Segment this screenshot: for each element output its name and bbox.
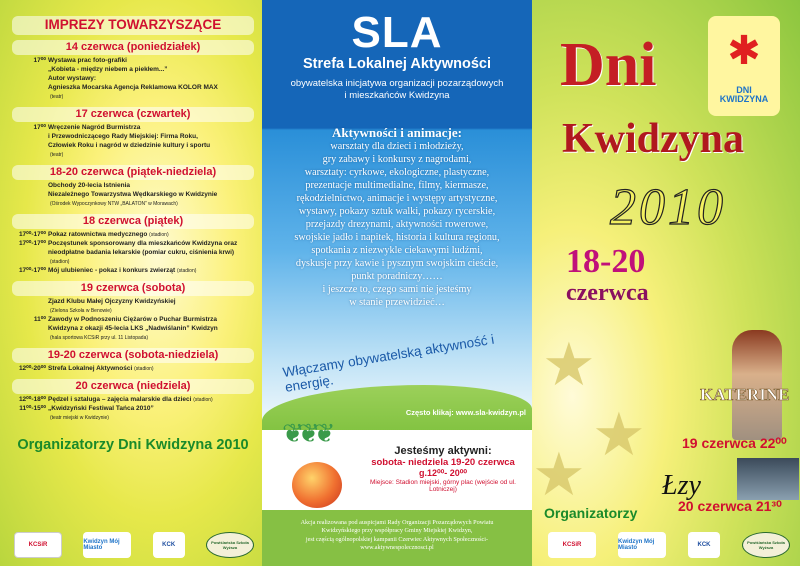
star-icon: ★ [532, 441, 586, 508]
event-location: (Zielona Szkoła w Benowie) [50, 307, 112, 314]
event-text-wrap [48, 316, 254, 325]
event-text-wrap [48, 191, 254, 200]
activity-item: gry zabawy i konkursy z nagrodami, [322, 154, 472, 166]
event-line [12, 240, 254, 249]
title-dni: Dni [560, 31, 657, 99]
activity-item: spotkania z niezwykle ciekawymi ludźmi, [311, 244, 483, 256]
event-text: Zawody w Podnoszeniu Ciężarów o Puchar Burmistrza [48, 315, 218, 323]
event-line [12, 124, 254, 133]
event-text-wrap [48, 365, 254, 374]
event-location: (hala sportowa KCSiR przy ul. 11 Listopada) [50, 334, 149, 341]
activity-item: swojskie jadło i napitek, historia i kultura regionu, [294, 231, 500, 243]
star-icon: ★ [542, 331, 596, 398]
event-line [12, 298, 254, 307]
festival-month: czerwca [566, 280, 649, 306]
event-line [12, 57, 254, 66]
event-location: (stadion) [50, 258, 70, 265]
event-location-row [12, 258, 254, 267]
event-text: Mój ulubieniec - pokaz i konkurs zwierząt [48, 266, 176, 274]
event-text-wrap [48, 75, 254, 84]
day-heading: 19 czerwca (sobota) [12, 281, 254, 296]
event-text-wrap [48, 133, 254, 142]
band-photo [737, 458, 799, 500]
sla-title: SLA [351, 8, 443, 57]
event-text-wrap [48, 84, 254, 93]
event-location-row [12, 334, 254, 343]
event-text-wrap [48, 182, 254, 191]
star-icon: ★ [592, 401, 646, 468]
event-location: (Ośrodek Wypoczynkowy NTW „BALATON” w Morawach) [50, 200, 178, 207]
event-text: Wystawa prac foto-grafiki [48, 56, 127, 64]
logo-kwidzyn: Kwidzyn Mój Miasto [83, 532, 131, 558]
active-hours: g.12⁰⁰- 20⁰⁰ [419, 468, 467, 478]
event-location: (stadion) [176, 267, 197, 274]
day-heading: 17 czerwca (czwartek) [12, 107, 254, 122]
events-schedule [0, 0, 262, 455]
event-line [12, 142, 254, 151]
event-time: 12⁰⁰-20⁰⁰ [18, 364, 46, 372]
activity-item: przejazdy drezynami, aktywności rowerowe, [305, 218, 489, 230]
active-info [358, 445, 528, 493]
event-line [12, 182, 254, 191]
event-time [12, 191, 48, 200]
logo-kck: KCK [688, 532, 720, 558]
logo-psw: Powiślańska Szkoła Wyższa [206, 532, 254, 558]
event-text: Człowiek Roku i nagród w dziedzinie kultury i sportu [48, 141, 211, 149]
events-title: IMPREZY TOWARZYSZĄCE [12, 16, 254, 35]
artist2-name: Łzy [662, 470, 701, 501]
event-time [12, 249, 48, 258]
event-location: (teatr) [50, 151, 64, 158]
logo-kwidzyn: Kwidzyn Mój Miasto [618, 532, 666, 558]
event-text-wrap [48, 124, 254, 133]
event-line [12, 133, 254, 142]
event-location-row [12, 151, 254, 160]
tagline-line: i mieszkańców Kwidzyna [344, 90, 450, 102]
event-text: Obchody 20-lecia Istnienia [48, 181, 130, 189]
event-text: Agnieszka Mocarska Agencja Reklamowa KOLOR MAX [48, 83, 218, 91]
event-text: Kwidzyna z okazji 45-lecia LKS „Nadwiślanin” Kwidzyn [48, 324, 218, 332]
event-time: 17⁰⁰-17⁰⁰ [18, 239, 46, 247]
event-text: Poczęstunek sponsorowany dla mieszkańców Kwidzyna oraz [48, 239, 238, 247]
footer-line: jest częścią ogólnopolskiej kampanii Czerwiec Aktywnych Społeczności- [305, 535, 489, 543]
event-text: Niezależnego Towarzystwa Wędkarskiego w Kwidzynie [48, 190, 218, 198]
sla-tagline [262, 78, 532, 103]
active-dates: sobota- niedziela 19-20 czerwca [371, 457, 515, 468]
day-heading: 18-20 czerwca (piątek-niedziela) [12, 165, 254, 180]
festival-dates: 18-20 [566, 243, 646, 280]
event-text-wrap [48, 142, 254, 151]
event-text: „Kobieta - między niebem a piekłem...” [48, 65, 168, 73]
event-time: 17⁰⁰-17⁰⁰ [18, 230, 46, 238]
event-line [12, 325, 254, 334]
event-time: 12⁰⁰-18⁰⁰ [18, 396, 46, 404]
event-time: 11⁰⁰ [33, 315, 46, 323]
footer-line: Akcja realizowana pod auspicjami Rady Organizacji Pozarządowych Powiatu [300, 519, 494, 526]
event-text-wrap [48, 267, 254, 276]
logo-psw: Powiślańska Szkoła Wyższa [742, 532, 790, 558]
event-text: Pędzel i sztaluga – zajęcia malarskie dla dzieci [48, 396, 192, 404]
event-time: 11⁰⁰-15⁰⁰ [19, 405, 46, 413]
day-heading: 14 czerwca (poniedziałek) [12, 40, 254, 55]
website-link[interactable]: Często klikaj: www.sla-kwidzyn.pl [405, 408, 526, 417]
event-time [12, 182, 48, 191]
activity-item: rękodzielnictwo, animacje i występy artystyczne, [296, 193, 498, 204]
event-line [12, 84, 254, 93]
event-location-row [12, 307, 254, 316]
activity-item: i jeszcze to, czego sami nie jesteśmy [322, 283, 472, 295]
activities-list [262, 125, 532, 310]
event-text-wrap [48, 405, 254, 414]
logo-kcsir: KCSiR [14, 532, 62, 558]
event-line [12, 249, 254, 258]
organizer-logos [14, 532, 254, 558]
event-text-wrap [48, 325, 254, 334]
right-panel [532, 0, 800, 566]
event-text-wrap [48, 249, 254, 258]
dni-kwidzyna-logo [708, 16, 780, 116]
event-text: i Przewodniczącego Rady Miejskiej: Firma Roku, [48, 132, 198, 140]
organizer-logos-right [548, 532, 790, 558]
event-location: (teatr miejski w Kwidzynie) [50, 415, 109, 422]
event-location-row [12, 414, 254, 423]
event-time [12, 142, 48, 151]
people-icon: ✱ [727, 29, 761, 73]
event-line [12, 267, 254, 276]
event-line [12, 405, 254, 414]
event-text-wrap [48, 231, 254, 240]
event-time [12, 75, 48, 84]
event-text: nieodpłatne badania lekarskie (pomiar cukru, ciśnienia krwi) [48, 248, 235, 256]
logo-kck: KCK [153, 532, 185, 558]
event-line [12, 365, 254, 374]
event-line [12, 316, 254, 325]
artist1-name: KATERINE [700, 385, 790, 404]
event-text: Strefa Lokalnej Aktywności [48, 364, 133, 372]
event-text: „Kwidzyński Festiwal Tańca 2010” [48, 405, 154, 413]
activity-item: punkt poradniczy…… [351, 270, 443, 282]
logo-text: KWIDZYNA [719, 94, 769, 104]
event-location: (teatr) [50, 93, 64, 100]
title-kwidzyna: Kwidzyna [562, 116, 745, 162]
event-time [12, 298, 48, 307]
middle-panel [262, 0, 532, 566]
tree-icon: ❦❦❦ [282, 418, 330, 448]
logo-kcsir: KCSiR [548, 532, 596, 558]
event-location-row [12, 200, 254, 209]
days-list [12, 40, 254, 423]
activity-item: prezentacje multimedialne, filmy, kiermasze, [305, 180, 489, 192]
logo-text: DNI [736, 85, 752, 95]
event-line [12, 75, 254, 84]
tagline-line: obywatelska inicjatywa organizacji pozarządowych [290, 78, 504, 89]
organizers-title-right: Organizatorzy [544, 505, 638, 521]
event-location: (stadion) [149, 231, 169, 238]
event-line [12, 66, 254, 75]
event-location: (stadion) [193, 397, 213, 404]
event-time [12, 133, 48, 142]
event-text-wrap [48, 396, 254, 405]
event-text: Pokaz ratownictwa medycznego [48, 230, 148, 238]
event-text: Autor wystawy: [48, 74, 97, 82]
event-line [12, 231, 254, 240]
event-text-wrap [48, 298, 254, 307]
sla-subtitle: Strefa Lokalnej Aktywności [302, 56, 492, 72]
title-year: 2010 [610, 179, 726, 236]
event-location: (stadion) [134, 365, 154, 372]
active-place: Miejsce: Stadion miejski, górny plac (wejście od ul. Lotniczej) [370, 479, 516, 493]
event-time [12, 325, 48, 334]
event-line [12, 396, 254, 405]
event-time: 17⁰⁰ [33, 56, 46, 64]
day-heading: 20 czerwca (niedziela) [12, 379, 254, 394]
event-text-wrap [48, 66, 254, 75]
activity-item: warsztaty: cyrkowe, ekologiczne, plastyczne, [304, 167, 490, 179]
active-heading: Jesteśmy aktywni: [394, 445, 492, 457]
left-panel [0, 0, 262, 566]
slogan: Włączamy obywatelską aktywność i energię. [281, 331, 496, 395]
activity-item: warsztaty dla dzieci i młodzieży, [330, 141, 464, 153]
event-text-wrap [48, 240, 254, 249]
activity-item: wystawy, pokazy sztuk walki, pokazy rycerskie, [298, 205, 496, 217]
apple-icon [292, 462, 342, 508]
event-text: Wręczenie Nagród Burmistrza [48, 123, 141, 131]
day-heading: 18 czerwca (piątek) [12, 214, 254, 229]
event-text-wrap [48, 57, 254, 66]
event-time: 17⁰⁰-17⁰⁰ [18, 266, 46, 274]
footer-note [262, 510, 532, 566]
artist2-date: 20 czerwca 21³⁰ [678, 498, 782, 514]
organizers-title: Organizatorzy Dni Kwidzyna 2010 [17, 437, 249, 454]
event-time: 17⁰⁰ [33, 123, 46, 131]
event-time [12, 84, 48, 93]
activity-item: w stanie przewidzieć… [349, 296, 445, 308]
day-heading: 19-20 czerwca (sobota-niedziela) [12, 348, 254, 363]
footer-line: Kwidzyńskiego przy współpracy Gminy Miejskiej Kwidzyn, [321, 527, 473, 535]
artist1-date: 19 czerwca 22⁰⁰ [682, 435, 787, 451]
event-line [12, 191, 254, 200]
event-time [12, 66, 48, 75]
footer-line: www.aktywnespolecznosci.pl [360, 544, 434, 552]
event-text: Zjazd Klubu Małej Ojczyzny Kwidzyńskiej [48, 297, 176, 305]
activity-item: dyskusje przy kawie i pysznym swojskim cieście, [295, 257, 499, 269]
activities-heading: Aktywności i animacje: [332, 124, 462, 140]
event-location-row [12, 93, 254, 102]
